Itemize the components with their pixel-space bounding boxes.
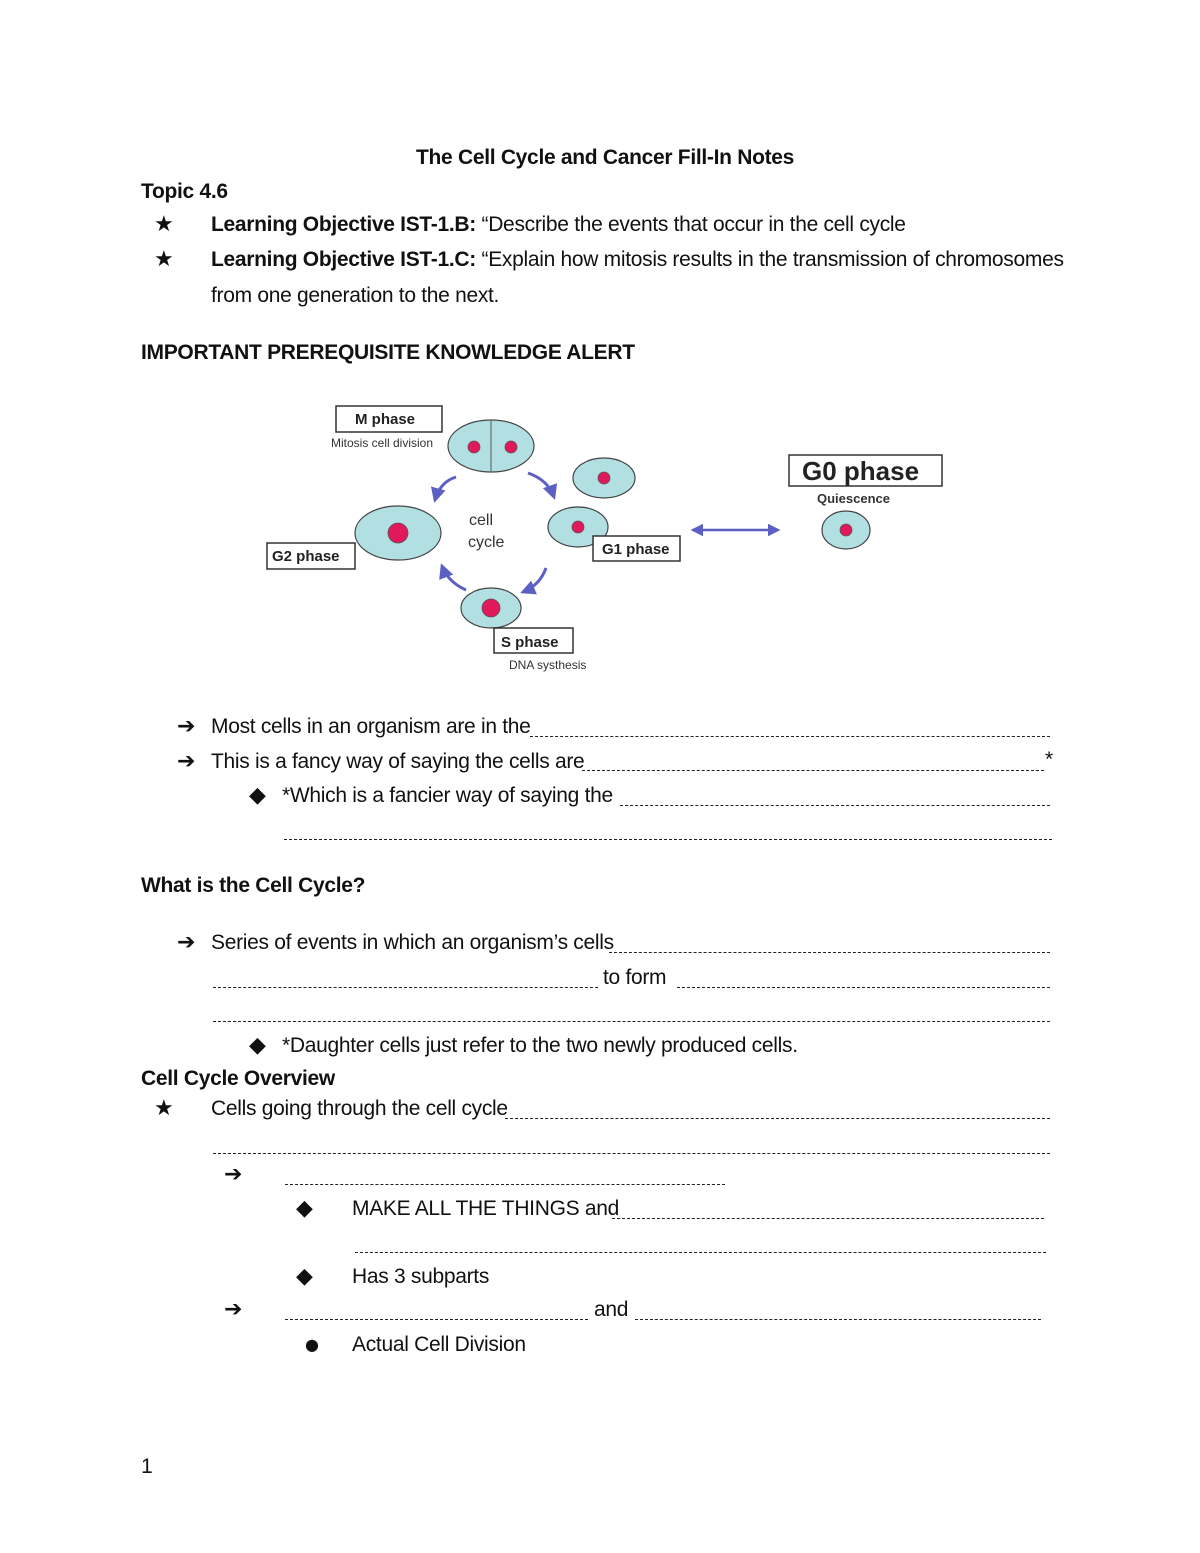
- fill-in-blank[interactable]: [213, 987, 598, 988]
- prereq-line-2: This is a fancy way of saying the cells are: [211, 750, 585, 773]
- daughter-cell: [573, 458, 635, 498]
- overview-heading: Cell Cycle Overview: [141, 1067, 335, 1090]
- asterisk-mark: *: [1045, 748, 1053, 771]
- arrow-bullet-icon: ➔: [177, 714, 196, 739]
- s-phase-label: S phase: [501, 634, 559, 651]
- star-bullet-icon: ★: [154, 1096, 174, 1121]
- m-phase-label: M phase: [355, 411, 416, 428]
- fill-in-blank[interactable]: [612, 1218, 1044, 1219]
- topic-label: Topic 4.6: [141, 180, 228, 203]
- m-phase-sublabel: Mitosis cell division: [331, 436, 434, 450]
- prereq-line-3: *Which is a fancier way of saying the: [282, 784, 613, 807]
- objective-2-label: Learning Objective IST-1.C:: [211, 248, 476, 271]
- diamond-bullet-icon: ◆: [249, 1033, 266, 1058]
- cycle-arrow-icon: [442, 566, 466, 590]
- subparts-text: Has 3 subparts: [352, 1265, 490, 1288]
- fill-in-blank[interactable]: [213, 1021, 1050, 1022]
- dot-bullet-icon: ●: [305, 1335, 319, 1354]
- cell-division-text: Actual Cell Division: [352, 1333, 526, 1356]
- arrow-bullet-icon: ➔: [177, 930, 196, 955]
- and-text: and: [594, 1298, 629, 1321]
- s-phase-sublabel: DNA systhesis: [509, 658, 587, 672]
- diamond-bullet-icon: ◆: [296, 1196, 313, 1221]
- cycle-arrow-icon: [523, 568, 546, 592]
- objective-2-text: “Explain how mitosis results in the transmission of chromosomes: [475, 248, 1064, 271]
- fill-in-blank[interactable]: [505, 1118, 1050, 1119]
- star-bullet-icon: ★: [154, 212, 174, 237]
- fill-in-blank[interactable]: [213, 1153, 1050, 1154]
- fill-in-blank[interactable]: [530, 736, 1050, 737]
- fill-in-blank[interactable]: [609, 952, 1050, 953]
- prereq-line-1: Most cells in an organism are in the: [211, 715, 531, 738]
- to-form-text: to form: [603, 966, 667, 989]
- fill-in-blank[interactable]: [635, 1319, 1041, 1320]
- objective-2-continued: from one generation to the next.: [211, 284, 500, 307]
- alert-heading: IMPORTANT PREREQUISITE KNOWLEDGE ALERT: [141, 341, 635, 364]
- fill-in-blank[interactable]: [284, 839, 1052, 840]
- make-all-things-text: MAKE ALL THE THINGS and: [352, 1197, 619, 1220]
- page-title: The Cell Cycle and Cancer Fill-In Notes: [416, 146, 795, 169]
- cycle-arrow-icon: [528, 473, 554, 497]
- fill-in-blank[interactable]: [355, 1252, 1046, 1253]
- g2-phase-label: G2 phase: [272, 548, 340, 565]
- cycle-heading: What is the Cell Cycle?: [141, 874, 366, 897]
- g0-phase-label: G0 phase: [802, 456, 920, 486]
- cycle-center-label: cycle: [468, 534, 505, 551]
- arrow-bullet-icon: ➔: [224, 1297, 243, 1322]
- arrow-bullet-icon: ➔: [224, 1162, 243, 1187]
- daughter-cells-note: *Daughter cells just refer to the two newly produced cells.: [282, 1034, 798, 1057]
- m-phase-cell: [448, 420, 534, 472]
- fill-in-blank[interactable]: [285, 1319, 588, 1320]
- star-bullet-icon: ★: [154, 247, 174, 272]
- cell-cycle-diagram: [0, 0, 1200, 700]
- g0-phase-cell: [822, 511, 870, 549]
- arrow-bullet-icon: ➔: [177, 749, 196, 774]
- fill-in-blank[interactable]: [285, 1184, 725, 1185]
- g0-phase-sublabel: Quiescence: [817, 491, 890, 506]
- diamond-bullet-icon: ◆: [296, 1264, 313, 1289]
- objective-1-label: Learning Objective IST-1.B:: [211, 213, 476, 236]
- g1-phase-label: G1 phase: [602, 541, 670, 558]
- objective-1-text: “Describe the events that occur in the cell cycle: [475, 213, 906, 236]
- cycle-center-label: cell: [469, 512, 494, 529]
- page-number: 1: [141, 1455, 153, 1478]
- cycle-arrow-icon: [435, 477, 456, 500]
- fill-in-blank[interactable]: [620, 805, 1050, 806]
- fill-in-blank[interactable]: [677, 987, 1050, 988]
- overview-line-1: Cells going through the cell cycle: [211, 1097, 508, 1120]
- diamond-bullet-icon: ◆: [249, 783, 266, 808]
- fill-in-blank[interactable]: [582, 770, 1044, 771]
- cycle-line-1: Series of events in which an organism’s cells: [211, 931, 614, 954]
- g2-phase-cell: [355, 506, 441, 560]
- s-phase-cell: [461, 588, 521, 628]
